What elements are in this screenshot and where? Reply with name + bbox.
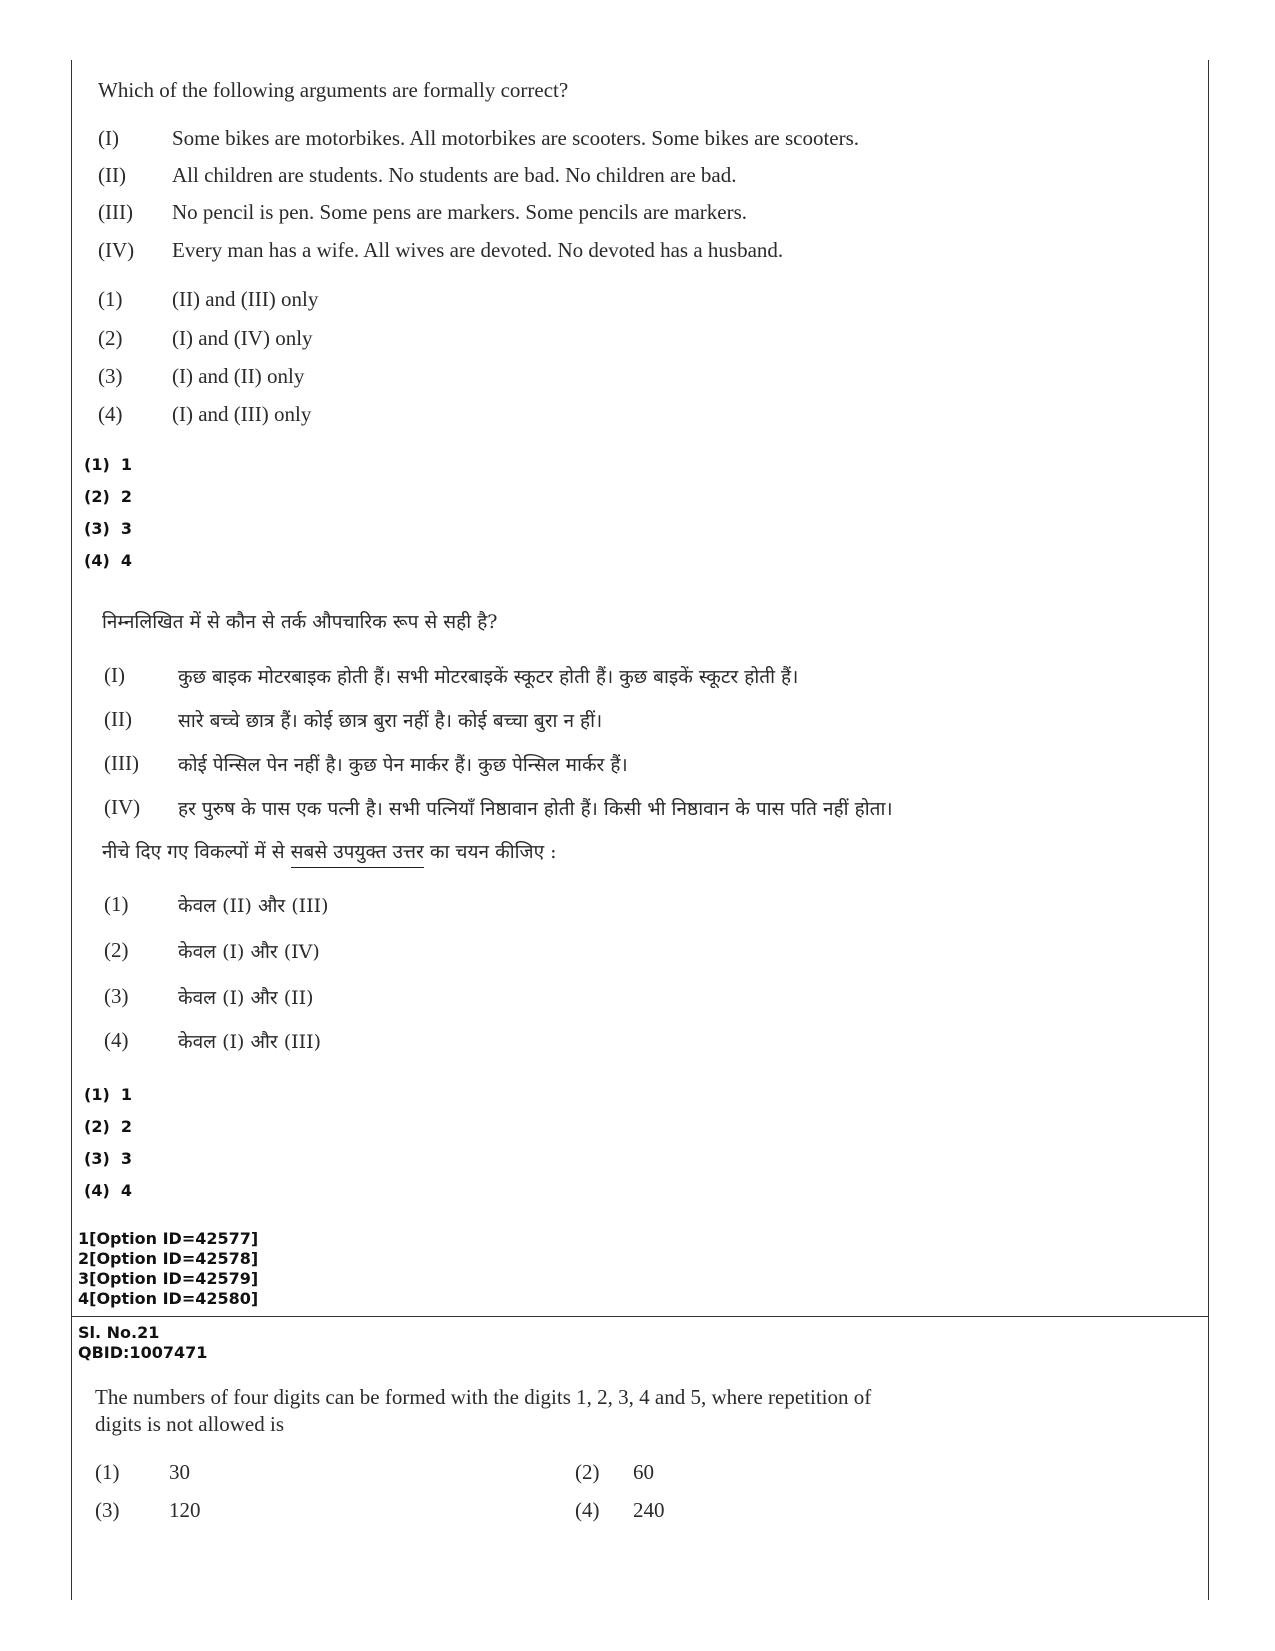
statement-text: कोई पेन्सिल पेन नहीं है। कुछ पेन मार्कर हैं। कुछ पेन्सिल मार्कर हैं। <box>178 754 628 776</box>
question-divider <box>71 1316 1209 1317</box>
option-label: (2) <box>104 938 129 962</box>
question-text: निम्नलिखित में से कौन से तर्क औपचारिक रूप से सही है? <box>102 611 498 633</box>
question-text: Which of the following arguments are formally correct? <box>98 78 569 102</box>
qbid: QBID:1007471 <box>78 1343 208 1362</box>
question-text: digits is not allowed is <box>95 1412 284 1436</box>
option-text: केवल (II) और (III) <box>178 895 329 917</box>
option-text: 60 <box>633 1460 654 1484</box>
statement-label: (IV) <box>104 795 141 819</box>
option-label: (4) <box>104 1028 129 1052</box>
statement-label: (III) <box>98 200 133 224</box>
instruction-prefix: नीचे दिए गए विकल्पों में से <box>102 841 285 863</box>
statement-label: (I) <box>98 126 119 150</box>
option-label: (1) <box>104 892 129 916</box>
option-label: (3) <box>98 364 123 388</box>
statement-label: (III) <box>104 751 139 775</box>
answer-key: (2) 2 <box>84 487 133 506</box>
option-id: 3[Option ID=42579] <box>78 1269 259 1288</box>
option-label: (4) <box>98 402 123 426</box>
option-label: (1) <box>98 287 123 311</box>
option-text: केवल (I) और (IV) <box>178 941 320 963</box>
serial-number: Sl. No.21 <box>78 1323 160 1342</box>
statement-text: कुछ बाइक मोटरबाइक होती हैं। सभी मोटरबाइकें स्कूटर होती हैं। कुछ बाइकें स्कूटर होती हैं। <box>178 666 799 688</box>
option-text: (I) and (III) only <box>172 402 312 426</box>
option-label: (4) <box>575 1498 600 1522</box>
answer-key: (2) 2 <box>84 1117 133 1136</box>
answer-key: (1) 1 <box>84 1085 133 1104</box>
option-label: (1) <box>95 1460 120 1484</box>
option-label: (3) <box>95 1498 120 1522</box>
instruction-text <box>102 838 557 864</box>
option-text: केवल (I) और (III) <box>178 1031 322 1053</box>
answer-key: (1) 1 <box>84 455 133 474</box>
statement-text: सारे बच्चे छात्र हैं। कोई छात्र बुरा नहीं है। कोई बच्चा बुरा न हीं। <box>178 710 603 732</box>
option-text: (I) and (II) only <box>172 364 305 388</box>
page-border-right <box>1208 60 1209 1600</box>
statement-label: (IV) <box>98 238 135 262</box>
statement-label: (II) <box>98 163 126 187</box>
answer-key: (4) 4 <box>84 551 133 570</box>
statement-text: हर पुरुष के पास एक पत्नी है। सभी पत्नियाँ निष्ठावान होती हैं। किसी भी निष्ठावान के पास पति नहीं होता। <box>178 798 893 820</box>
option-text: 30 <box>169 1460 190 1484</box>
option-text: (II) and (III) only <box>172 287 319 311</box>
option-label: (2) <box>575 1460 600 1484</box>
option-id: 1[Option ID=42577] <box>78 1229 259 1248</box>
option-label: (2) <box>98 326 123 350</box>
option-id: 2[Option ID=42578] <box>78 1249 259 1268</box>
statement-text: Every man has a wife. All wives are devoted. No devoted has a husband. <box>172 238 784 262</box>
statement-text: All children are students. No students are bad. No children are bad. <box>172 163 737 187</box>
option-text: (I) and (IV) only <box>172 326 313 350</box>
answer-key: (3) 3 <box>84 1149 133 1168</box>
answer-key: (3) 3 <box>84 519 133 538</box>
option-label: (3) <box>104 984 129 1008</box>
instruction-emphasis: सबसे उपयुक्त उत्तर <box>291 841 424 868</box>
option-text: 120 <box>169 1498 201 1522</box>
question-text: The numbers of four digits can be formed with the digits 1, 2, 3, 4 and 5, where repetition of <box>95 1385 872 1409</box>
option-text: 240 <box>633 1498 665 1522</box>
option-id: 4[Option ID=42580] <box>78 1289 259 1308</box>
statement-text: No pencil is pen. Some pens are markers. Some pencils are markers. <box>172 200 747 224</box>
instruction-suffix: का चयन कीजिए : <box>429 841 557 863</box>
page-border-left <box>71 60 72 1600</box>
statement-text: Some bikes are motorbikes. All motorbikes are scooters. Some bikes are scooters. <box>172 126 860 150</box>
option-text: केवल (I) और (II) <box>178 987 314 1009</box>
statement-label: (I) <box>104 663 125 687</box>
statement-label: (II) <box>104 707 132 731</box>
answer-key: (4) 4 <box>84 1181 133 1200</box>
